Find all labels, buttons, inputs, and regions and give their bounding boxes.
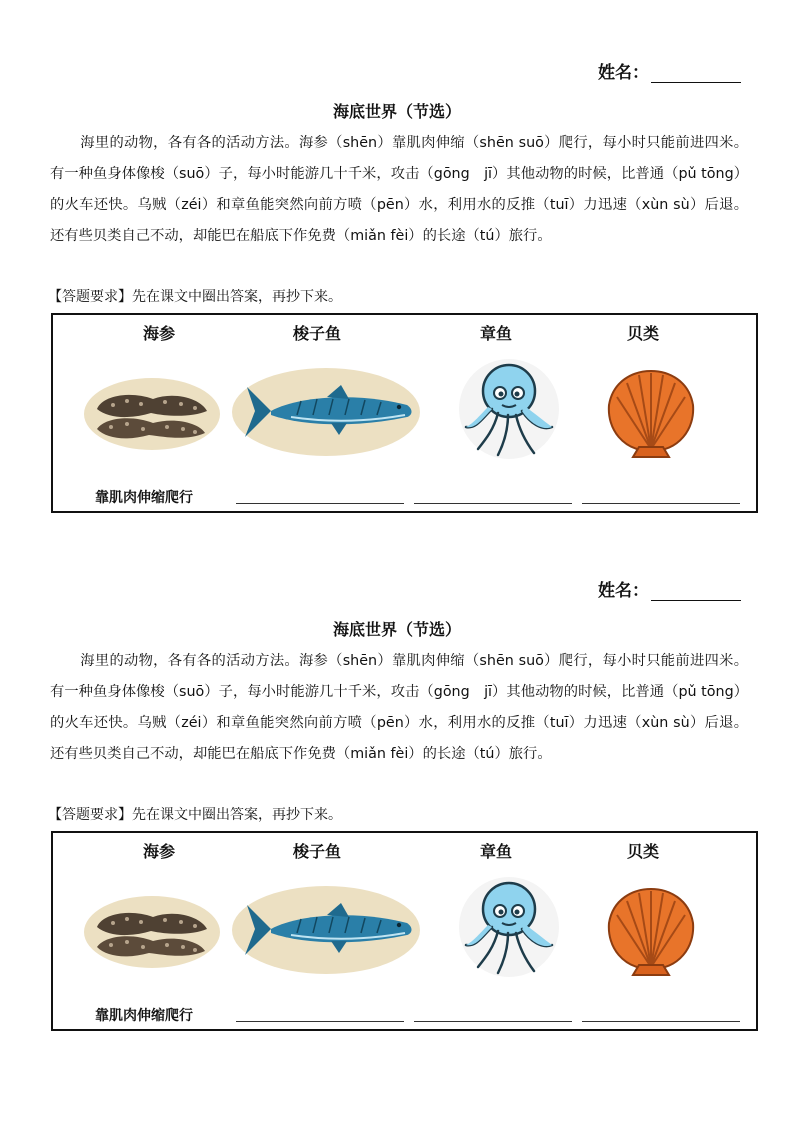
- animal-header-shellfish: 贝类: [627, 842, 660, 861]
- requirement-text: 【答题要求】先在课文中圈出答案，再抄下来。: [48, 807, 342, 823]
- animal-header-fish: 梭子鱼: [293, 842, 342, 861]
- sea-cucumber-picture: [83, 377, 221, 451]
- sea-cucumber-picture: [83, 895, 221, 969]
- name-field[interactable]: [598, 58, 741, 83]
- animal-header-shellfish: 贝类: [627, 324, 660, 343]
- animal-header-sea-cucumber: 海参: [143, 842, 176, 861]
- answer-blank-octopus[interactable]: [414, 1021, 572, 1022]
- animal-header-fish: 梭子鱼: [293, 324, 342, 343]
- passage-title: 海底世界（节选）: [332, 620, 461, 639]
- answer-blank-fish[interactable]: [236, 503, 404, 504]
- animal-header-octopus: 章鱼: [480, 842, 513, 861]
- passage-text: [50, 128, 748, 252]
- name-field[interactable]: [598, 576, 741, 601]
- octopus-picture: [458, 875, 560, 979]
- passage-text: [50, 646, 748, 770]
- scallop-shell-picture: [603, 885, 699, 977]
- answer-blank-shellfish[interactable]: [582, 1021, 740, 1022]
- answer-blank-octopus[interactable]: [414, 503, 572, 504]
- animal-header-sea-cucumber: 海参: [143, 324, 176, 343]
- answer-table: [51, 313, 758, 513]
- fish-picture: [231, 885, 421, 975]
- passage-body: 海里的动物，各有各的活动方法。海参（shēn）靠肌肉伸缩（shēn suō）爬行，每小时只能前进四米。有一种鱼身体像梭（suō）子，每小时能游几十千米，攻击（gōng jī）其他动物的时候，比普通（pǔ tōng）的火车还快。乌贼（zéi）和章鱼能突然向前方喷（pēn）水，利用水的反推（tuī）力迅速（xùn sù）后退。还有些贝类自己不动，却能巴在船底下作免费（miǎn fèi）的长途（tú）旅行。: [50, 653, 748, 762]
- fish-picture: [231, 367, 421, 457]
- name-label: 姓名：: [598, 63, 649, 83]
- passage-title: 海底世界（节选）: [332, 102, 461, 121]
- name-blank[interactable]: [651, 66, 741, 83]
- name-label: 姓名：: [598, 581, 649, 601]
- passage-body: 海里的动物，各有各的活动方法。海参（shēn）靠肌肉伸缩（shēn suō）爬行，每小时只能前进四米。有一种鱼身体像梭（suō）子，每小时能游几十千米，攻击（gōng jī）其他动物的时候，比普通（pǔ tōng）的火车还快。乌贼（zéi）和章鱼能突然向前方喷（pēn）水，利用水的反推（tuī）力迅速（xùn sù）后退。还有些贝类自己不动，却能巴在船底下作免费（miǎn fèi）的长途（tú）旅行。: [50, 135, 748, 244]
- worksheet-2: [0, 518, 794, 1038]
- answer-table: [51, 831, 758, 1031]
- requirement-text: 【答题要求】先在课文中圈出答案，再抄下来。: [48, 289, 342, 305]
- name-blank[interactable]: [651, 584, 741, 601]
- example-answer: 靠肌肉伸缩爬行: [95, 490, 193, 506]
- answer-blank-shellfish[interactable]: [582, 503, 740, 504]
- octopus-picture: [458, 357, 560, 461]
- worksheet-1: [0, 0, 794, 520]
- animal-header-octopus: 章鱼: [480, 324, 513, 343]
- answer-blank-fish[interactable]: [236, 1021, 404, 1022]
- example-answer: 靠肌肉伸缩爬行: [95, 1008, 193, 1024]
- scallop-shell-picture: [603, 367, 699, 459]
